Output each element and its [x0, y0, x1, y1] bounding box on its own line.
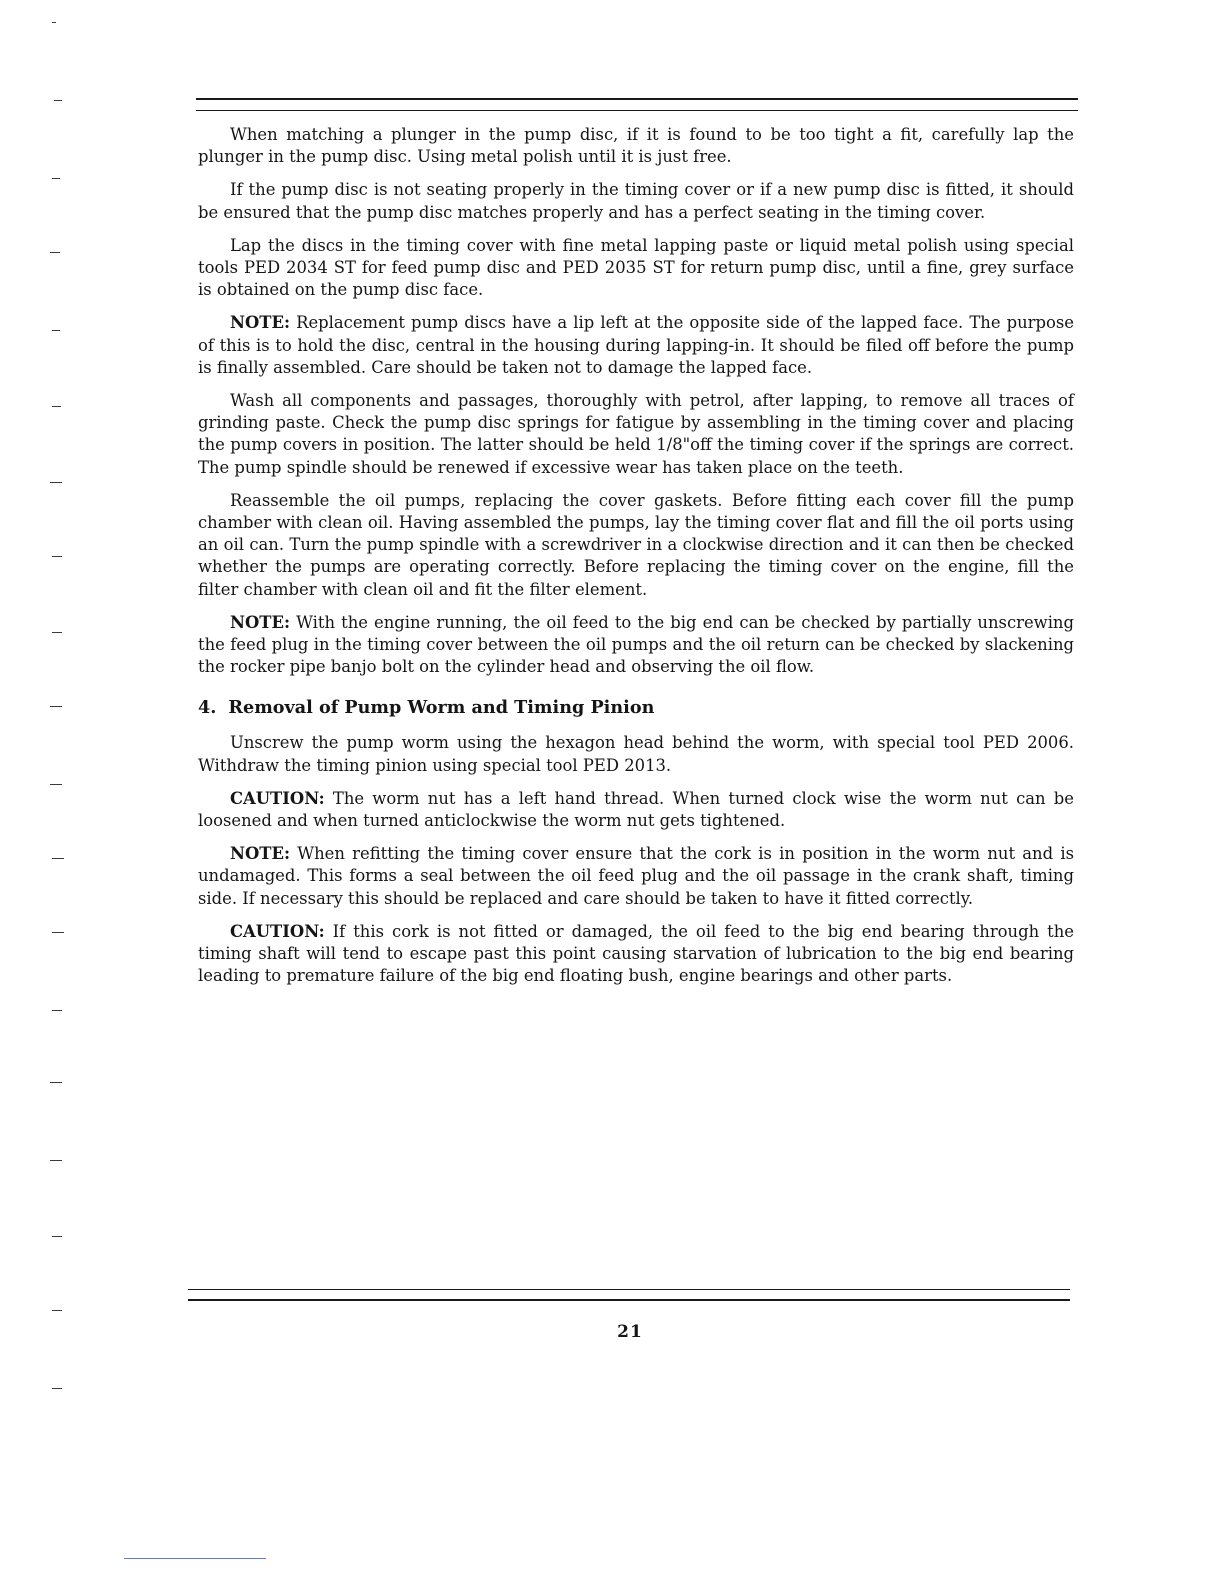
- footer-rule-bottom: [188, 1299, 1070, 1301]
- body-content: [198, 124, 1074, 999]
- header-rule-top: [196, 98, 1078, 100]
- bottom-divider: [124, 1558, 266, 1559]
- header-rules: [196, 98, 1078, 111]
- note-text: With the engine running, the oil feed to the big end can be checked by partially unscrewing the feed plug in the timing cover between the oil pumps and the oil return can be checked by slackening the rocker pipe banjo bolt on the cylinder head and observing the oil flow.: [198, 612, 1074, 677]
- note-text: When refitting the timing cover ensure that the cork is in position in the worm nut and is undamaged. This forms a seal between the oil feed plug and the oil passage in the crank shaft, timing side. If necessary this should be replaced and care should be taken to have it fitted correctly.: [198, 844, 1074, 908]
- paragraph-note-replacement-discs: [198, 312, 1074, 379]
- note-label: NOTE:: [230, 844, 291, 864]
- paragraph-caution-worm-nut: [198, 788, 1074, 832]
- note-label: NOTE:: [230, 313, 291, 333]
- note-text: Replacement pump discs have a lip left at the opposite side of the lapped face. The purpose of this is to hold the disc, central in the housing during lapping-in. It should be filed off before the pump is finally assembled. Care should be taken not to damage the lapped face.: [198, 313, 1074, 377]
- caution-text: If this cork is not fitted or damaged, the oil feed to the big end bearing through the timing shaft will tend to escape past this point causing starvation of lubrication to the big end bearing leading to premature failure of the big end floating bush, engine bearings and other parts.: [198, 921, 1074, 986]
- paragraph-reassemble-pumps: Reassemble the oil pumps, replacing the cover gaskets. Before fitting each cover fill the pump chamber with clean oil. Having assembled the pumps, lay the timing cover flat and fill the oil ports using an oil can. Turn the pump spindle with a screwdriver in a clockwise direction and it can then be checked whether the pumps are operating correctly. Before replacing the timing cover on the engine, fill the filter chamber with clean oil and fit the filter element.: [198, 490, 1074, 599]
- section-title: Removal of Pump Worm and Timing Pinion: [228, 697, 655, 719]
- caution-text: The worm nut has a left hand thread. When turned clock wise the worm nut can be loosened and when turned anticlockwise the worm nut gets tightened.: [198, 788, 1074, 831]
- paragraph-plunger-matching: When matching a plunger in the pump disc, if it is found to be too tight a fit, carefully lap the plunger in the pump disc. Using metal polish until it is just free.: [198, 125, 1074, 167]
- footer-rules: [188, 1289, 1070, 1301]
- paragraph-note-oil-feed: [198, 612, 1074, 679]
- caution-label: CAUTION:: [230, 788, 325, 808]
- paragraph-disc-seating: If the pump disc is not seating properly in the timing cover or if a new pump disc is fitted, it should be ensured that the pump disc matches properly and has a perfect seating in the timing cover.: [198, 180, 1074, 222]
- paragraph-unscrew-worm: Unscrew the pump worm using the hexagon head behind the worm, with special tool PED 2006. Withdraw the timing pinion using special tool PED 2013.: [198, 733, 1074, 775]
- section-number: 4.: [198, 697, 217, 719]
- note-label: NOTE:: [230, 612, 291, 632]
- paragraph-washing-components: Wash all components and passages, thoroughly with petrol, after lapping, to remove all traces of grinding paste. Check the pump disc springs for fatigue by assembling in the timing cover and placing the pump covers in position. The latter should be held 1/8"off the timing cover if the springs are correct. The pump spindle should be renewed if excessive wear has taken place on the teeth.: [198, 391, 1074, 477]
- paragraph-caution-cork: [198, 921, 1074, 988]
- section-heading: [198, 696, 1074, 720]
- header-rule-bottom: [196, 110, 1078, 111]
- footer-rule-top: [188, 1289, 1070, 1290]
- paragraph-note-cork: [198, 843, 1074, 910]
- page-number: 21: [617, 1322, 643, 1342]
- paragraph-lapping-discs: Lap the discs in the timing cover with fine metal lapping paste or liquid metal polish using special tools PED 2034 ST for feed pump disc and PED 2035 ST for return pump disc, until a fine, grey surface is obtained on the pump disc face.: [198, 235, 1074, 300]
- caution-label: CAUTION:: [230, 921, 325, 941]
- binding-margin-marks: [40, 0, 100, 1584]
